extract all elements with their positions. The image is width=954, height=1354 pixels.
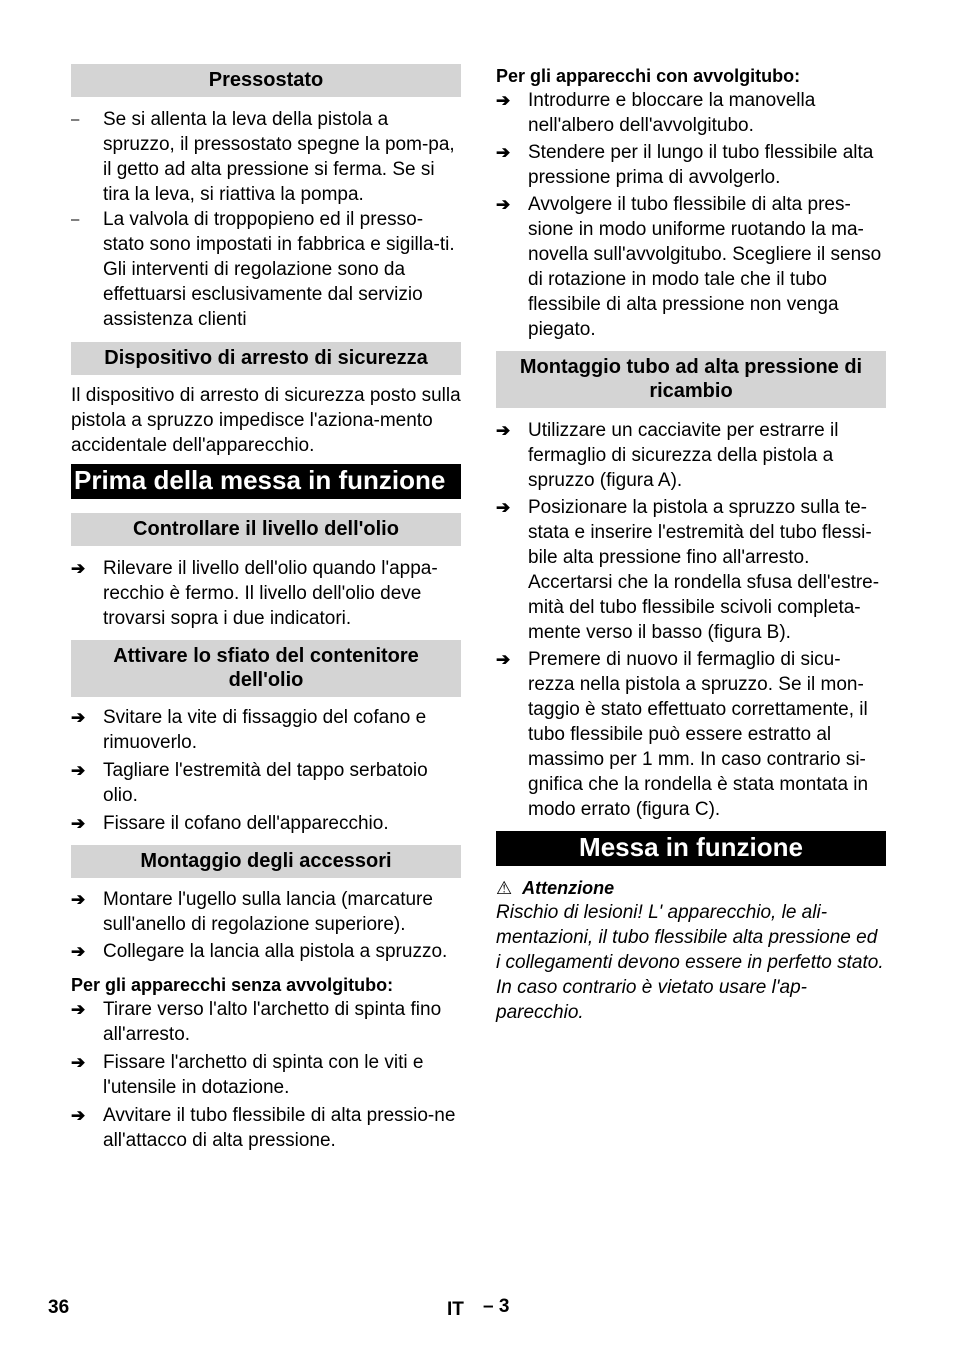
- section-number: – 3: [483, 1296, 510, 1317]
- arrow-icon: ➔: [496, 650, 511, 669]
- list-item-text: Fissare il cofano dell'apparecchio.: [103, 813, 389, 834]
- section-heading-dispositivo: Dispositivo di arresto di sicurezza: [71, 342, 461, 375]
- list-item-text: Avvitare il tubo flessibile di alta pressio-ne all'attacco di alta pressione.: [103, 1105, 456, 1151]
- list-item: [71, 705, 461, 755]
- list-item: [71, 887, 461, 937]
- list-item: [71, 758, 461, 808]
- warning-label-text: Attenzione: [522, 878, 615, 898]
- list-item: [496, 140, 886, 190]
- warning-text: Rischio di lesioni! L' apparecchio, le ali-mentazioni, il tubo flessibile alta pressione ed i collegamenti devono essere in perfetto stato. In caso contrario è vietato usare l'ap-parecchio.: [496, 902, 884, 1023]
- list-item: [71, 811, 461, 836]
- chapter-heading-messa: Messa in funzione: [496, 831, 886, 866]
- arrow-icon: ➔: [71, 814, 86, 833]
- list-item-text: Montare l'ugello sulla lancia (marcature sull'anello di regolazione superiore).: [103, 889, 433, 935]
- list-item: [496, 418, 886, 493]
- list-item-text: Rilevare il livello dell'olio quando l'appa-recchio è fermo. Il livello dell'olio deve trovarsi sopra i due indicatori.: [103, 558, 438, 629]
- arrow-icon: ➔: [71, 890, 86, 909]
- list-item-text: Utilizzare un cacciavite per estrarre il fermaglio di sicurezza della pistola a spruzzo (figura A).: [528, 420, 839, 491]
- arrow-icon: ➔: [71, 942, 86, 961]
- arrow-icon: ➔: [71, 761, 86, 780]
- list-item-text: Collegare la lancia alla pistola a spruzzo.: [103, 941, 448, 962]
- list-item-text: Se si allenta la leva della pistola a spruzzo, il pressostato spegne la pom-pa, il getto ad alta pressione si ferma. Se si tira la leva, si riattiva la pompa.: [103, 109, 455, 205]
- list-item: [71, 207, 461, 332]
- arrow-icon: ➔: [71, 1000, 86, 1019]
- arrow-icon: ➔: [71, 559, 86, 578]
- arrow-icon: ➔: [496, 195, 511, 214]
- list-item-text: La valvola di troppopieno ed il presso-stato sono impostati in fabbrica e sigilla-ti. Gli interventi di regolazione sono da effettuarsi esclusivamente dal servizio assistenza clienti: [103, 209, 455, 330]
- paragraph: Il dispositivo di arresto di sicurezza posto sulla pistola a spruzzo impedisce l'aziona-mento accidentale dell'apparecchio.: [71, 385, 461, 456]
- warning-label: [496, 876, 886, 900]
- list-item: [71, 939, 461, 964]
- list-item-text: Svitare la vite di fissaggio del cofano e rimuoverlo.: [103, 707, 427, 753]
- list-item: [496, 192, 886, 342]
- arrow-icon: ➔: [71, 1053, 86, 1072]
- list-item-text: Fissare l'archetto di spinta con le viti e l'utensile in dotazione.: [103, 1052, 424, 1098]
- arrow-icon: ➔: [496, 91, 511, 110]
- list-item-text: Posizionare la pistola a spruzzo sulla te-stata e inserire l'estremità del tubo flessi-bile alta pressione fino all'arresto. Accertarsi che la rondella sfusa dell'estre-mità del tubo flessibile scivoli completa-mente verso il basso (figura B).: [528, 497, 880, 643]
- language-code: IT: [447, 1299, 464, 1320]
- page-number: 36: [48, 1297, 70, 1318]
- arrow-icon: ➔: [496, 421, 511, 440]
- section-heading-sfiato: Attivare lo sfiato del contenitore dell'olio: [71, 640, 461, 697]
- list-item-text: Tagliare l'estremità del tappo serbatoio olio.: [103, 760, 428, 806]
- left-column: [71, 64, 461, 1153]
- section-heading-pressostato: Pressostato: [71, 64, 461, 97]
- subsection-label-senza: Per gli apparecchi senza avvolgitubo:: [71, 975, 394, 995]
- list-item-text: Introdurre e bloccare la manovella nell'albero dell'avvolgitubo.: [528, 90, 816, 136]
- list-item-text: Premere di nuovo il fermaglio di sicu-rezza nella pistola a spruzzo. Se il mon-taggio è stato effettuato correttamente, il tubo flessibile può essere estratto al massimo per 1 mm. In caso contrario si-gnifica che la rondella è stata montata in modo errato (figura C).: [528, 649, 869, 820]
- list-item: [71, 107, 461, 207]
- subsection-label-con: Per gli apparecchi con avvolgitubo:: [496, 66, 801, 86]
- list-item: [496, 88, 886, 138]
- arrow-icon: ➔: [496, 498, 511, 517]
- list-item: [496, 495, 886, 645]
- arrow-icon: ➔: [496, 143, 511, 162]
- list-item: [71, 997, 461, 1047]
- list-item-text: Stendere per il lungo il tubo flessibile alta pressione prima di avvolgerlo.: [528, 142, 874, 188]
- dash-icon: –: [71, 111, 80, 128]
- list-item-text: Avvolgere il tubo flessibile di alta pres-sione in modo uniforme ruotando la ma-novella sull'avvolgitubo. Scegliere il senso di rotazione in modo tale che il tubo flessibile di alta pressione non venga piegato.: [528, 194, 882, 340]
- section-heading-olio: Controllare il livello dell'olio: [71, 513, 461, 546]
- list-item: [71, 1050, 461, 1100]
- arrow-icon: ➔: [71, 1106, 86, 1125]
- warning-icon: ⚠: [496, 878, 513, 898]
- list-item: [71, 1103, 461, 1153]
- right-column: [496, 64, 886, 1025]
- list-item-text: Tirare verso l'alto l'archetto di spinta fino all'arresto.: [103, 999, 442, 1045]
- list-item: [71, 556, 461, 631]
- list-item: [496, 647, 886, 822]
- dash-icon: –: [71, 211, 80, 228]
- section-heading-ricambio: Montaggio tubo ad alta pressione di ricambio: [496, 351, 886, 408]
- section-heading-accessori: Montaggio degli accessori: [71, 845, 461, 878]
- chapter-heading-prima: Prima della messa in funzione: [71, 464, 461, 499]
- arrow-icon: ➔: [71, 708, 86, 727]
